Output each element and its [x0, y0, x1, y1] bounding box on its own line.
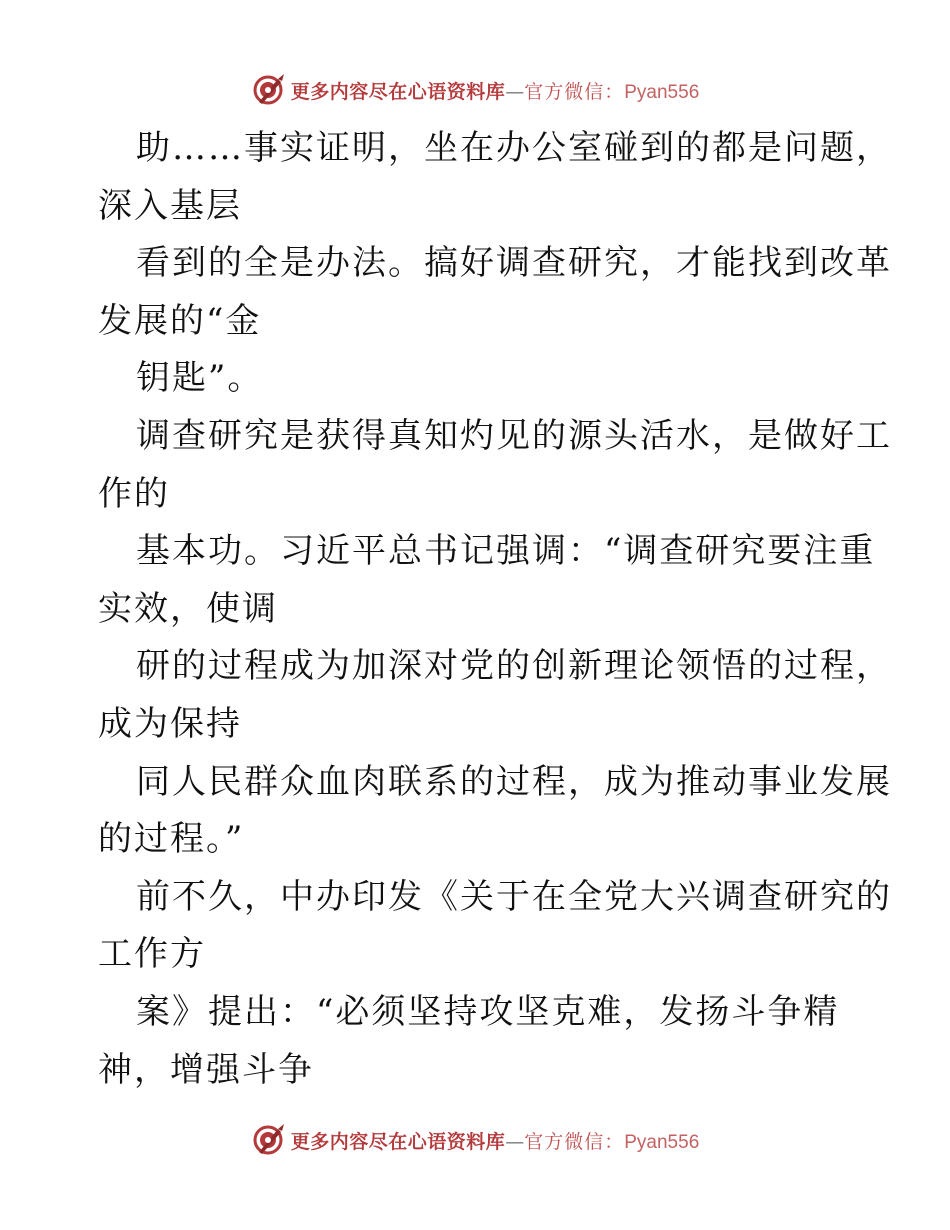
watermark-dash: — — [505, 80, 525, 103]
body-line: 钥匙”。 — [136, 358, 264, 399]
watermark-title: 更多内容尽在心语资料库 — [290, 1130, 506, 1153]
body-line: 调查研究是获得真知灼见的源头活水，是做好工 — [136, 415, 892, 456]
footer-watermark-banner — [0, 1120, 950, 1160]
watermark-text — [291, 1127, 700, 1154]
body-line: 深入基层 — [98, 185, 242, 226]
watermark-wechat-id: Pyan556 — [624, 1131, 700, 1153]
body-line: 工作方 — [98, 934, 206, 975]
document-body — [98, 120, 892, 1099]
watermark-dash: — — [505, 1130, 525, 1153]
watermark-wechat-label: 官方微信： — [524, 1130, 625, 1153]
body-line: 案》提出：“必须坚持攻坚克难，发扬斗争精 — [136, 991, 840, 1032]
watermark-wechat-id: Pyan556 — [624, 81, 700, 103]
quill-pen-logo-icon — [251, 73, 285, 107]
body-line: 研的过程成为加深对党的创新理论领悟的过程， — [136, 646, 892, 687]
watermark-title: 更多内容尽在心语资料库 — [290, 80, 506, 103]
body-line: 同人民群众血肉联系的过程，成为推动事业发展 — [136, 761, 892, 802]
body-line: 基本功。习近平总书记强调：“调查研究要注重 — [136, 531, 876, 572]
body-line: 前不久，中办印发《关于在全党大兴调查研究的 — [136, 876, 892, 917]
body-line: 的过程。” — [98, 819, 245, 860]
body-line: 成为保持 — [98, 703, 242, 744]
body-line: 神，增强斗争 — [98, 1049, 314, 1090]
body-line: 发展的“金 — [98, 300, 262, 341]
body-line: 看到的全是办法。搞好调查研究，才能找到改革 — [136, 243, 892, 284]
header-watermark-banner — [0, 70, 950, 110]
watermark-text — [291, 77, 700, 104]
body-line: 作的 — [98, 473, 170, 514]
body-line: 助……事实证明，坐在办公室碰到的都是问题， — [136, 128, 892, 168]
body-line: 实效，使调 — [98, 588, 278, 629]
watermark-wechat-label: 官方微信： — [524, 80, 625, 103]
quill-pen-logo-icon — [251, 1123, 285, 1157]
